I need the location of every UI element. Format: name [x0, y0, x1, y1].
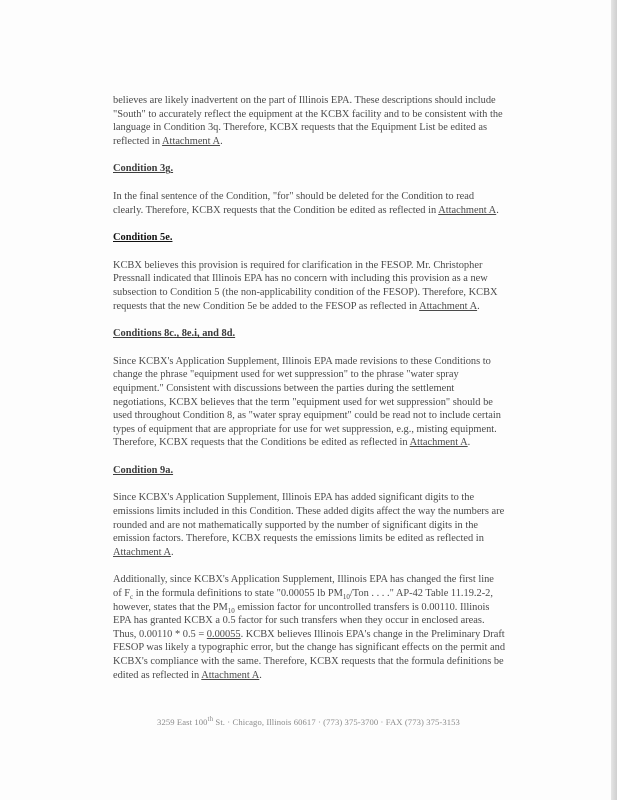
intro-end: .: [220, 135, 223, 147]
footer-superscript: th: [207, 715, 214, 724]
condition-3g-end: .: [496, 204, 499, 216]
letterhead-footer: [0, 717, 617, 727]
subscript-10: 10: [342, 593, 350, 602]
conditions-8-end: .: [467, 437, 471, 449]
factor-value: 0.00055: [206, 628, 241, 640]
additionally-paragraph: [113, 573, 505, 682]
condition-5e-paragraph: [113, 259, 505, 313]
heading-condition-9a: Condition 9a.: [113, 464, 174, 476]
subscript-10: 10: [227, 606, 235, 615]
subscript-c: c: [130, 593, 134, 602]
condition-9a-end: .: [171, 546, 174, 558]
conditions-8-text: Since KCBX's Application Supplement, Illinois EPA made revisions to these Conditions to change the phrase "equipment used for wet suppression" to the phrase "water spray equipment." Consistent with discussions between the parties during the settlement negotiations, KCBX believes that the term "equipment used for wet suppression" should be used throughout Condition 8, as "water spray equipment" could be read not to include certain types of equipment that are appropriate for use for wet suppression, e.g., misting equipment. Therefore, KCBX requests that the Conditions be edited as reflected in: [113, 355, 501, 449]
additionally-text-4: emission factor for uncontrolled transfers is 0.00110. Illinois EPA has granted KCBX a 0.5 factor for such transfers when they occur in enclosed areas. Thus, 0.00110 * 0.5 =: [113, 601, 490, 640]
attachment-a-reference: Attachment A: [162, 135, 221, 147]
intro-text: believes are likely inadvertent on the part of Illinois EPA. These descriptions should include "South" to accurately reflect the equipment at the KCBX facility and to be consistent with the language in Condition 3q. Therefore, KCBX requests that the Equipment List be edited as reflected in: [113, 95, 503, 147]
condition-3g-text: In the final sentence of the Condition, "for" should be deleted for the Condition to read clearly. Therefore, KCBX requests that the Condition be edited as reflected in: [113, 190, 475, 216]
additionally-text-5: . KCBX believes Illinois EPA's change in the Preliminary Draft FESOP was likely a typographic error, but the change has significant effects on the permit and KCBX's compliance with the same. Therefore, KCBX requests that the formula definitions be edited as reflected in: [113, 628, 506, 681]
condition-5e-end: .: [477, 300, 480, 312]
conditions-8-paragraph: [113, 355, 505, 450]
heading-condition-5e: Condition 5e.: [113, 232, 173, 244]
additionally-text-1: Additionally, since KCBX's Application Supplement, Illinois EPA has changed the first line of F: [113, 574, 494, 600]
footer-contact: St. · Chicago, Illinois 60617 · (773) 375-3700 · FAX (773) 375-3153: [213, 717, 460, 727]
condition-9a-paragraph: [113, 491, 505, 559]
intro-paragraph: [113, 94, 505, 148]
attachment-a-reference: Attachment A: [409, 437, 468, 449]
attachment-a-reference: Attachment A: [113, 546, 172, 558]
heading-condition-3g: Condition 3g.: [113, 163, 174, 175]
attachment-a-reference: Attachment A: [438, 204, 497, 216]
condition-3g-paragraph: [113, 190, 505, 217]
attachment-a-reference: Attachment A: [201, 669, 260, 681]
attachment-a-reference: Attachment A: [419, 300, 478, 312]
additionally-end: .: [259, 669, 262, 681]
letter-body: [113, 94, 505, 696]
additionally-text-2: in the formula definitions to state "0.00055 lb PM: [133, 588, 343, 600]
additionally-text-3: /Ton . . . ." AP-42 Table 11.19.2-2, however, states that the PM: [113, 588, 493, 613]
condition-9a-text: Since KCBX's Application Supplement, Illinois EPA has added significant digits to the emissions limits included in this Condition. These added digits affect the way the numbers are rounded and are not mathematically supported by the number of significant digits in the emission factors. Therefore, KCBX requests the emissions limits be edited as reflected in: [113, 492, 505, 545]
condition-5e-text: KCBX believes this provision is required for clarification in the FESOP. Mr. Christopher Pressnall indicated that Illinois EPA has no concern with including this provision as a new subsection to Condition 5 (the non-applicability condition of the FESOP). Therefore, KCBX requests that the new Condition 5e be added to the FESOP as reflected in: [113, 259, 498, 312]
footer-street: 3259 East 100: [157, 717, 208, 727]
scan-edge: [611, 0, 617, 800]
heading-conditions-8c-8e-8d: Conditions 8c., 8e.i, and 8d.: [113, 328, 236, 340]
